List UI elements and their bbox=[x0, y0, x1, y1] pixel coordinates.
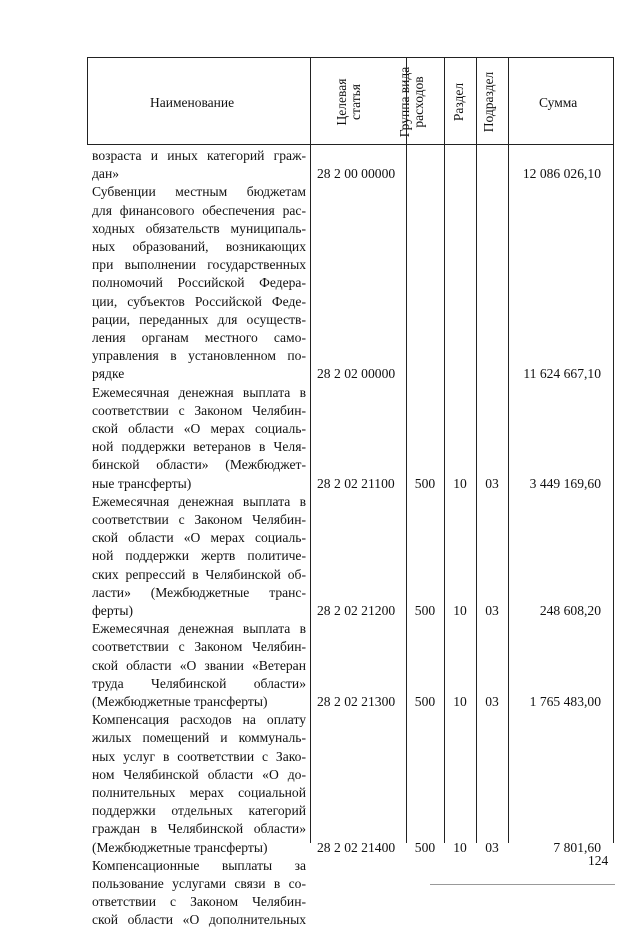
cell-section: 10 bbox=[453, 603, 467, 618]
name-line: граждан в Челябинской области» bbox=[92, 821, 306, 837]
name-line: труда Челябинской области» bbox=[92, 675, 306, 691]
cell-subsection: 03 bbox=[485, 839, 499, 855]
name-line: ном Челябинской области «О до- bbox=[92, 766, 306, 782]
name-line: бинской области» (Межбюджет- bbox=[92, 457, 306, 473]
name-line: Ежемесячная денежная выплата в bbox=[92, 493, 306, 509]
cell-amount: 1 765 483,00 bbox=[529, 694, 601, 709]
cell-target-article: 28 2 02 21100 bbox=[317, 475, 395, 491]
header-subsection-label: Подраздел bbox=[481, 71, 496, 133]
cell-amount: 12 086 026,10 bbox=[522, 166, 601, 182]
cell-expense-group: 500 bbox=[414, 694, 436, 709]
header-expense-group bbox=[398, 57, 428, 147]
name-line: (Межбюджетные трансферты) bbox=[92, 694, 268, 709]
header-section bbox=[452, 72, 468, 132]
name-line: ответствии с Законом Челябин- bbox=[92, 894, 306, 910]
name-line: рации, переданных для осуществ- bbox=[92, 311, 306, 327]
cell-section: 10 bbox=[453, 694, 467, 709]
name-line: ные трансферты) bbox=[92, 475, 192, 491]
name-line: дан» bbox=[92, 166, 120, 182]
name-line: ных услуг в соответствии с Зако- bbox=[92, 748, 306, 764]
name-line: полнительных мерах социальной bbox=[92, 785, 306, 800]
name-line: Ежемесячная денежная выплата в bbox=[92, 621, 306, 637]
name-line: ласти» (Межбюджетные транс- bbox=[92, 584, 306, 600]
name-line: соответствии с Законом Челябин- bbox=[92, 512, 306, 527]
cell-subsection: 03 bbox=[485, 694, 499, 709]
name-line: ных образований, возникающих bbox=[92, 239, 306, 254]
name-line: соответствии с Законом Челябин- bbox=[92, 402, 306, 418]
name-line: возраста и иных категорий граж- bbox=[92, 148, 306, 163]
header-target-article-line1: Целевая bbox=[334, 78, 349, 126]
name-line: ходных обязательств муниципаль- bbox=[92, 220, 306, 236]
name-line: (Межбюджетные трансферты) bbox=[92, 839, 268, 855]
header-section-label: Раздел bbox=[451, 82, 466, 122]
cell-amount: 7 801,60 bbox=[553, 839, 601, 855]
header-name: Наименование bbox=[150, 95, 235, 110]
name-line: соответствии с Законом Челябин- bbox=[92, 639, 306, 655]
left-border bbox=[87, 57, 88, 145]
cell-amount: 248 608,20 bbox=[539, 603, 601, 618]
col-divider-section bbox=[476, 57, 477, 843]
name-line: полномочий Российской Федера- bbox=[92, 275, 306, 291]
col-divider-group bbox=[444, 57, 445, 843]
name-line: при выполнении государственных bbox=[92, 257, 306, 273]
page-number: 124 bbox=[588, 853, 609, 868]
name-line: Компенсационные выплаты за bbox=[92, 857, 306, 873]
header-amount: Сумма bbox=[539, 95, 578, 110]
name-line: ской области «О мерах социаль- bbox=[92, 530, 306, 546]
name-line: ской области «О мерах социаль- bbox=[92, 421, 306, 436]
header-target-article-line2: статья bbox=[348, 84, 363, 120]
name-line: ферты) bbox=[92, 603, 134, 618]
name-line: ной поддержки ветеранов в Челя- bbox=[92, 439, 306, 455]
cell-amount: 3 449 169,60 bbox=[529, 475, 601, 491]
name-line: Компенсация расходов на оплату bbox=[92, 712, 306, 728]
name-line: поддержки отдельных категорий bbox=[92, 803, 306, 819]
name-line: ции, субъектов Российской Феде- bbox=[92, 293, 306, 309]
header-subsection bbox=[482, 62, 498, 142]
cell-target-article: 28 2 02 00000 bbox=[317, 366, 396, 382]
cell-target-article: 28 2 00 00000 bbox=[317, 166, 396, 182]
col-divider-name bbox=[310, 57, 311, 843]
cell-target-article: 28 2 02 21300 bbox=[317, 694, 396, 709]
cell-target-article: 28 2 02 21400 bbox=[317, 839, 396, 855]
cell-target-article: 28 2 02 21200 bbox=[317, 603, 396, 618]
name-line: жилых помещений и коммуналь- bbox=[92, 730, 306, 746]
cell-expense-group: 500 bbox=[414, 839, 436, 855]
cell-amount: 11 624 667,10 bbox=[523, 366, 601, 382]
cell-subsection: 03 bbox=[485, 475, 499, 491]
name-line: рядке bbox=[92, 366, 125, 382]
name-line: пользование услугами связи в со- bbox=[92, 876, 306, 891]
col-divider-target bbox=[406, 57, 407, 843]
cell-section: 10 bbox=[453, 839, 467, 855]
name-line: ской области «О звании «Ветеран bbox=[92, 657, 306, 673]
header-expense-group-line2: расходов bbox=[411, 76, 426, 128]
cell-expense-group: 500 bbox=[414, 603, 436, 618]
header-bottom-border bbox=[87, 144, 613, 145]
name-line: ских репрессий в Челябинской об- bbox=[92, 566, 306, 582]
name-line: ской области «О дополнительных bbox=[92, 912, 306, 928]
name-line: ления органам местного само- bbox=[92, 330, 306, 345]
name-line: ной поддержки жертв политиче- bbox=[92, 548, 306, 564]
name-line: для финансового обеспечения рас- bbox=[92, 202, 306, 218]
table-top-border bbox=[87, 57, 613, 58]
col-divider-subsection bbox=[508, 57, 509, 843]
cell-expense-group: 500 bbox=[414, 475, 436, 491]
right-border bbox=[613, 57, 614, 843]
cell-section: 10 bbox=[453, 475, 467, 491]
header-expense-group-line1: Группа вида bbox=[397, 66, 412, 138]
cell-subsection: 03 bbox=[485, 603, 499, 618]
name-line: управления в установленном по- bbox=[92, 348, 306, 364]
footer-rule bbox=[430, 884, 615, 885]
header-target-article bbox=[335, 74, 365, 130]
name-line: Ежемесячная денежная выплата в bbox=[92, 384, 306, 400]
name-line: Субвенции местным бюджетам bbox=[92, 184, 306, 200]
